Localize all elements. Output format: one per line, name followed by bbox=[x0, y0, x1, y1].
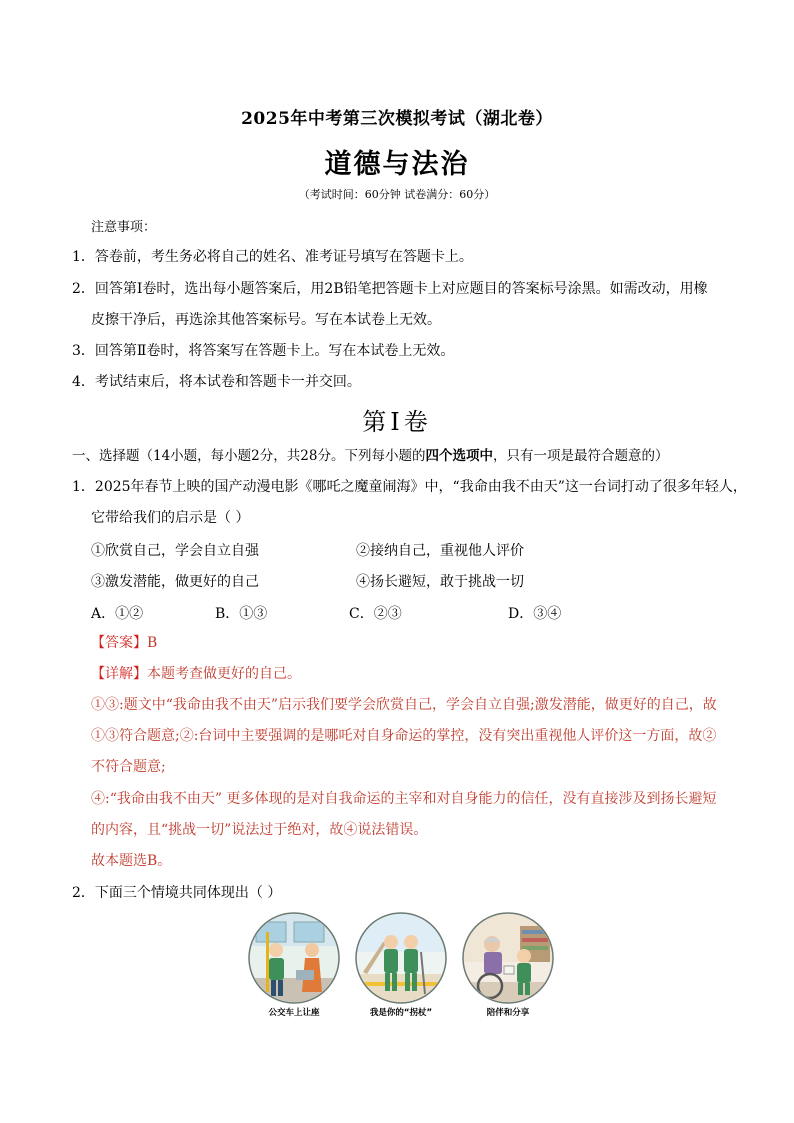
notice-item: 皮擦干净后，再选涂其他答案标号。写在本试卷上无效。 bbox=[91, 312, 441, 328]
explanation-line: ①③符合题意;②:台词中主要强调的是哪吒对自身命运的掌控，没有突出重视他人评价这一方面，故② bbox=[91, 728, 717, 744]
q1-item: ②接纳自己，重视他人评价 bbox=[356, 543, 524, 559]
time-note: （考试时间：60分钟 试卷满分：60分） bbox=[298, 188, 496, 201]
q2-stem: 2．下面三个情境共同体现出（ ） bbox=[72, 885, 282, 901]
answer-value: B bbox=[147, 635, 158, 651]
explanation-line: ①③:题文中“我命由我不由天”启示我们要学会欣赏自己，学会自立自强;激发潜能，做更好的自己，故 bbox=[91, 697, 717, 713]
answer-tag: 【答案】 bbox=[91, 635, 147, 651]
section-title: 第Ⅰ卷 bbox=[362, 408, 432, 436]
q1-item: ①欣赏自己，学会自立自强 bbox=[91, 543, 259, 559]
explanation-line: 不符合题意; bbox=[91, 759, 166, 775]
q1-option: C．②③ bbox=[349, 606, 402, 622]
bus-seat-illustration bbox=[246, 912, 342, 1018]
notice-item: 1．答卷前，考生务必将自己的姓名、准考证号填写在答题卡上。 bbox=[72, 249, 473, 265]
caption-companion: 陪伴和分享 bbox=[486, 1008, 530, 1018]
bus-scene-image bbox=[246, 912, 342, 1004]
q1-option: A．①② bbox=[91, 606, 144, 622]
crutch-scene-image bbox=[353, 912, 449, 1004]
caption-bus: 公交车上让座 bbox=[268, 1008, 320, 1018]
q1-option: D．③④ bbox=[508, 606, 562, 622]
caption-crutch: 我是你的“拐杖” bbox=[369, 1008, 433, 1018]
q1-stem: 它带给我们的启示是（ ） bbox=[91, 510, 250, 526]
subject-title: 道德与法治 bbox=[324, 149, 470, 180]
q1-option: B．①③ bbox=[215, 606, 268, 622]
detail-line bbox=[91, 665, 301, 683]
section-intro: 一、选择题（14小题，每小题2分，共28分。下列每小题的四个选项中，只有一项是最符合题意的） bbox=[72, 448, 669, 464]
q1-item: ③激发潜能，做更好的自己 bbox=[91, 574, 259, 590]
detail-tag: 【详解】 bbox=[91, 666, 147, 682]
exam-title: 2025年中考第三次模拟考试（湖北卷） bbox=[241, 109, 553, 129]
q1-item: ④扬长避短，敢于挑战一切 bbox=[356, 574, 524, 590]
crutch-illustration bbox=[353, 912, 449, 1018]
notice-item: 4．考试结束后，将本试卷和答题卡一并交回。 bbox=[72, 374, 361, 390]
notice-item: 2．回答第Ⅰ卷时，选出每小题答案后，用2B铅笔把答题卡上对应题目的答案标号涂黑。如需改动，用橡 bbox=[72, 281, 708, 297]
detail-text: 本题考查做更好的自己。 bbox=[147, 666, 301, 682]
notice-item: 3．回答第Ⅱ卷时，将答案写在答题卡上。写在本试卷上无效。 bbox=[72, 343, 455, 359]
companion-illustration bbox=[460, 912, 556, 1018]
explanation-line: ④:“我命由我不由天” 更多体现的是对自我命运的主宰和对自身能力的信任，没有直接涉及到扬长避短 bbox=[91, 791, 717, 807]
q1-stem: 1．2025年春节上映的国产动漫电影《哪吒之魔童闹海》中，“我命由我不由天”这一台词打动了很多年轻人， bbox=[72, 479, 747, 495]
conclusion-line: 故本题选B。 bbox=[91, 853, 172, 869]
companion-scene-image bbox=[460, 912, 556, 1004]
notice-heading: 注意事项： bbox=[91, 220, 157, 235]
q2-illustrations bbox=[246, 912, 556, 1022]
explanation-line: 的内容，且“挑战一切”说法过于绝对，故④说法错误。 bbox=[91, 822, 428, 838]
answer-line bbox=[91, 634, 157, 652]
